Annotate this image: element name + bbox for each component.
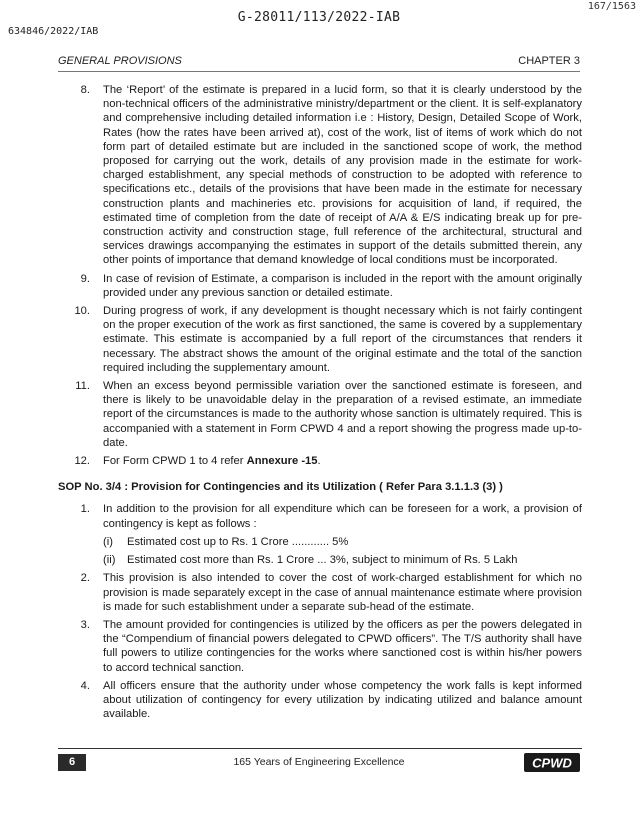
running-header-section: GENERAL PROVISIONS xyxy=(58,55,182,67)
list-item xyxy=(58,272,582,300)
page-body xyxy=(58,83,582,725)
item-text: When an excess beyond permissible variation over the sanctioned estimate is foreseen, and there is likely to be unavoidable delay in the preparation of a revised estimate, an immediate report of the circumstances is made to the authority whose sanction is ultimately required. This is accompanied with a statement in Form CPWD 4 and a report showing the progress made up-to-date. xyxy=(103,380,582,449)
item-number: 12. xyxy=(74,455,90,468)
sub-item-text: Estimated cost up to Rs. 1 Crore ............ 5% xyxy=(127,535,349,548)
item-text-end: . xyxy=(317,455,321,468)
list-item xyxy=(58,379,582,450)
running-header-chapter: CHAPTER 3 xyxy=(518,55,580,67)
annexure-reference: Annexure -15 xyxy=(246,455,318,468)
sub-item-text: Estimated cost more than Rs. 1 Crore ... 3%, subject to minimum of Rs. 5 Lakh xyxy=(127,554,518,567)
list-item xyxy=(58,618,582,675)
item-text: The ‘Report’ of the estimate is prepared in a lucid form, so that it is clearly understood by the non-technical officers of the administrative ministry/department or the client. It is self-explanatory and comprehensive including detailed information i.e : History, Design, Detailed Scope of Work, Rates (how the rates have been arrived at), cost of the work, list of items of work which do not form part of detailed estimate but are included in the sanctioned scope of work, the method proposed for carrying out the work, details of any provision made in the estimate for work-charged establishment, any special methods of construction to be adopted with reference to specifications etc., details of the provisions that have been made in the estimate for necessary construction plants and machineries etc. provisions for acquisition of land, if required, the estimated time of completion from the date of receipt of A/A & E/S indicating break up for pre-construction activity and construction stage, full reference of the architectural, structural and services drawings accompanying the estimates in support of the details submitted therein, any other points of importance that demand knowledge of local conditions must be incorporated. xyxy=(103,84,582,267)
sop-heading: SOP No. 3/4 : Provision for Contingencies and its Utilization ( Refer Para 3.1.1.3 (3) ) xyxy=(58,481,503,494)
item-number: 4. xyxy=(80,679,90,692)
sub-item xyxy=(103,535,582,549)
item-text: In addition to the provision for all expenditure which can be foreseen for a work, a provision of contingency is kept as follows : xyxy=(103,503,582,530)
list-item xyxy=(58,454,582,468)
list-item xyxy=(58,571,582,614)
item-number: 9. xyxy=(80,272,90,285)
cpwd-logo xyxy=(524,753,580,772)
footer-divider xyxy=(58,748,582,749)
page-number: 6 xyxy=(58,754,86,771)
item-number: 1. xyxy=(80,503,90,516)
sub-item-number: (i) xyxy=(103,535,113,548)
sub-item xyxy=(103,553,582,567)
list-item xyxy=(58,679,582,722)
item-text: During progress of work, if any development is thought necessary which is not fairly contingent on the proper execution of the work as first sanctioned, the same is covered by a supplementary estimate. This estimate is accompanied by a full report of the circumstances that renders it necessary. The abstract shows the amount of the original estimate and the total of the sanction required including the supplementary amount. xyxy=(103,305,582,374)
item-number: 10. xyxy=(74,305,90,318)
sub-item-number: (ii) xyxy=(103,554,116,567)
logo-text: CPWD xyxy=(532,755,572,771)
item-text: This provision is also intended to cover the cost of work-charged establishment for which no provision is made separately except in the case of annual maintenance estimate where provision is made for such establishment under a separate sub-head of the estimate. xyxy=(103,572,582,613)
header-divider xyxy=(58,71,580,72)
list-item xyxy=(58,304,582,375)
item-number: 11. xyxy=(75,380,90,393)
list-item xyxy=(58,83,582,268)
item-number: 2. xyxy=(80,572,90,585)
item-text: For Form CPWD 1 to 4 refer xyxy=(103,455,247,468)
list-item xyxy=(58,502,582,567)
page-counter: 167/1563 xyxy=(587,1,636,12)
item-text: In case of revision of Estimate, a comparison is included in the report with the amount originally provided under any previous sanction or detailed estimate. xyxy=(103,272,582,299)
item-number: 8. xyxy=(80,84,90,96)
file-number: G-28011/113/2022-IAB xyxy=(237,10,401,25)
item-text: The amount provided for contingencies is utilized by the officers as per the powers delegated in the “Compendium of financial powers delegated to CPWD officers”. The T/S authority shall have full powers to utilize contingencies for the works where sanctioned cost is within his/her powers to accord technical sanction. xyxy=(103,618,582,674)
footer-tagline: 165 Years of Engineering Excellence xyxy=(233,756,405,768)
item-number: 3. xyxy=(80,618,90,631)
item-text: All officers ensure that the authority under whose competency the work falls is kept informed about utilization of contingency for every utilization by indicating utilized and balance amount available. xyxy=(103,679,582,721)
reference-number: 634846/2022/IAB xyxy=(8,26,99,37)
